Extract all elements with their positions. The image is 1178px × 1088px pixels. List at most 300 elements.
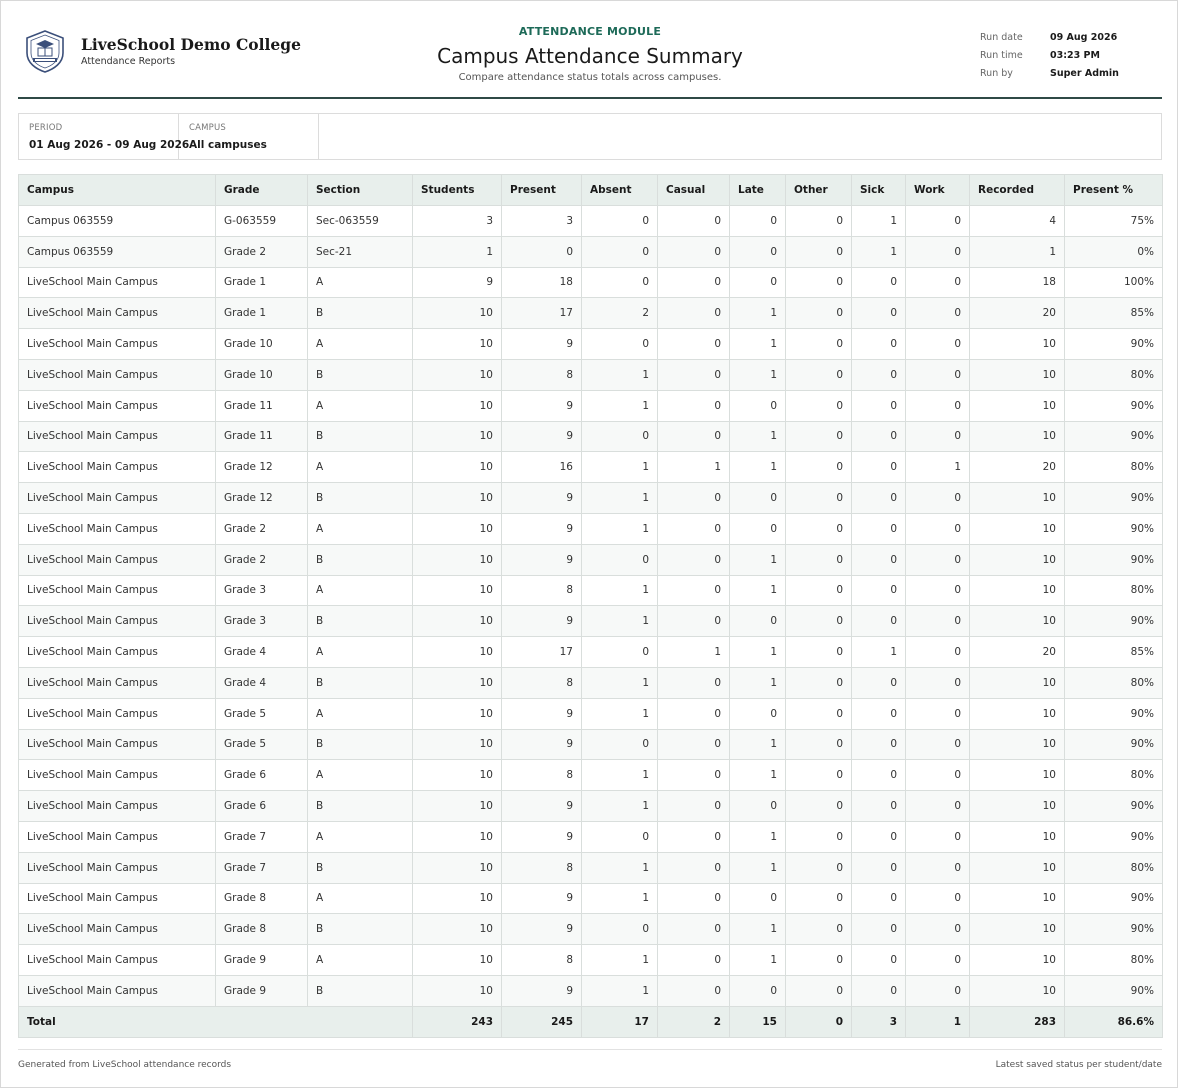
table-cell: LiveSchool Main Campus <box>19 914 216 945</box>
table-cell: 1 <box>906 452 970 483</box>
table-cell: 1 <box>730 914 786 945</box>
table-cell: 0 <box>906 637 970 668</box>
table-cell: Grade 9 <box>216 945 308 976</box>
table-cell: 0 <box>786 483 852 514</box>
table-cell: G-063559 <box>216 206 308 237</box>
table-cell: B <box>308 483 413 514</box>
table-cell: A <box>308 575 413 606</box>
table-row <box>19 544 1163 575</box>
table-cell: 0 <box>852 329 906 360</box>
table-cell: 1 <box>730 544 786 575</box>
table-cell: LiveSchool Main Campus <box>19 329 216 360</box>
table-cell: 0 <box>852 667 906 698</box>
table-cell: 10 <box>413 544 502 575</box>
table-cell: 0 <box>786 606 852 637</box>
table-cell: 0 <box>906 729 970 760</box>
table-cell: 10 <box>413 452 502 483</box>
table-cell: LiveSchool Main Campus <box>19 421 216 452</box>
table-cell: B <box>308 298 413 329</box>
table-cell: 10 <box>413 945 502 976</box>
table-cell: 0 <box>582 267 658 298</box>
table-cell: A <box>308 945 413 976</box>
table-cell: LiveSchool Main Campus <box>19 606 216 637</box>
table-cell: 100% <box>1065 267 1163 298</box>
table-cell: 90% <box>1065 729 1163 760</box>
table-cell: Campus 063559 <box>19 206 216 237</box>
table-cell: 0 <box>730 390 786 421</box>
table-cell: 0 <box>906 760 970 791</box>
table-row <box>19 606 1163 637</box>
table-cell: 0 <box>502 236 582 267</box>
table-cell: 9 <box>502 821 582 852</box>
table-cell: 0 <box>658 575 730 606</box>
table-cell: 10 <box>970 606 1065 637</box>
table-cell: 10 <box>970 945 1065 976</box>
table-cell: 1 <box>730 821 786 852</box>
table-cell: 3 <box>413 206 502 237</box>
table-cell: 10 <box>413 390 502 421</box>
table-cell: 0 <box>786 298 852 329</box>
table-row <box>19 359 1163 390</box>
table-cell: 8 <box>502 852 582 883</box>
table-cell: 10 <box>413 698 502 729</box>
table-row <box>19 698 1163 729</box>
table-row <box>19 513 1163 544</box>
table-cell: 9 <box>502 791 582 822</box>
table-cell: 9 <box>502 483 582 514</box>
table-cell: 0 <box>658 359 730 390</box>
table-cell: 0 <box>786 667 852 698</box>
table-cell: 8 <box>502 359 582 390</box>
table-cell: 0 <box>786 575 852 606</box>
table-cell: Campus 063559 <box>19 236 216 267</box>
table-cell: 9 <box>502 606 582 637</box>
total-cell: 17 <box>582 1006 658 1037</box>
table-cell: 90% <box>1065 606 1163 637</box>
table-cell: Grade 2 <box>216 236 308 267</box>
attendance-table <box>18 174 1163 1038</box>
column-header: Section <box>308 175 413 206</box>
table-cell: 80% <box>1065 945 1163 976</box>
table-cell: 10 <box>970 975 1065 1006</box>
table-cell: 1 <box>582 390 658 421</box>
table-cell: Grade 7 <box>216 821 308 852</box>
table-row <box>19 914 1163 945</box>
table-cell: 0 <box>786 637 852 668</box>
table-cell: 10 <box>970 791 1065 822</box>
column-header: Present <box>502 175 582 206</box>
table-cell: 1 <box>413 236 502 267</box>
table-cell: A <box>308 329 413 360</box>
table-cell: A <box>308 698 413 729</box>
table-row <box>19 329 1163 360</box>
table-cell: 10 <box>413 637 502 668</box>
table-cell: Grade 6 <box>216 760 308 791</box>
table-cell: 0 <box>658 791 730 822</box>
table-cell: LiveSchool Main Campus <box>19 852 216 883</box>
table-cell: 10 <box>413 359 502 390</box>
table-cell: B <box>308 359 413 390</box>
table-cell: LiveSchool Main Campus <box>19 821 216 852</box>
run-time-label: Run time <box>980 49 1023 61</box>
table-cell: 1 <box>582 698 658 729</box>
table-cell: 0 <box>786 390 852 421</box>
column-header: Casual <box>658 175 730 206</box>
table-cell: 0 <box>658 298 730 329</box>
table-cell: A <box>308 760 413 791</box>
table-cell: 0 <box>906 267 970 298</box>
table-row <box>19 452 1163 483</box>
table-cell: 90% <box>1065 544 1163 575</box>
table-cell: 20 <box>970 298 1065 329</box>
table-cell: 0 <box>730 883 786 914</box>
total-cell: 15 <box>730 1006 786 1037</box>
run-by-label: Run by <box>980 67 1013 79</box>
table-cell: 9 <box>502 729 582 760</box>
table-cell: 90% <box>1065 483 1163 514</box>
table-cell: 10 <box>970 698 1065 729</box>
table-cell: 0 <box>786 206 852 237</box>
run-date-label: Run date <box>980 31 1023 43</box>
table-cell: 0 <box>906 513 970 544</box>
table-cell: 1 <box>582 667 658 698</box>
table-row <box>19 791 1163 822</box>
table-cell: Grade 12 <box>216 452 308 483</box>
table-cell: 0 <box>906 945 970 976</box>
table-cell: 1 <box>582 606 658 637</box>
total-cell: 245 <box>502 1006 582 1037</box>
table-cell: B <box>308 791 413 822</box>
table-cell: 0 <box>906 667 970 698</box>
table-cell: 10 <box>413 329 502 360</box>
table-cell: 0 <box>852 390 906 421</box>
total-cell: 0 <box>786 1006 852 1037</box>
table-cell: 0 <box>582 421 658 452</box>
table-cell: 0 <box>658 513 730 544</box>
table-cell: 0 <box>906 975 970 1006</box>
table-cell: 0 <box>906 821 970 852</box>
table-cell: 1 <box>730 945 786 976</box>
table-cell: 0 <box>730 698 786 729</box>
table-cell: 90% <box>1065 421 1163 452</box>
table-cell: 0 <box>658 760 730 791</box>
table-cell: 9 <box>413 267 502 298</box>
table-header-row <box>19 175 1163 206</box>
table-cell: B <box>308 914 413 945</box>
table-cell: 9 <box>502 329 582 360</box>
table-cell: LiveSchool Main Campus <box>19 452 216 483</box>
table-cell: 0 <box>658 852 730 883</box>
table-cell: 1 <box>970 236 1065 267</box>
table-cell: 0 <box>906 421 970 452</box>
table-cell: Grade 10 <box>216 329 308 360</box>
table-cell: LiveSchool Main Campus <box>19 883 216 914</box>
table-cell: Grade 7 <box>216 852 308 883</box>
table-cell: LiveSchool Main Campus <box>19 637 216 668</box>
table-cell: 9 <box>502 390 582 421</box>
table-cell: 0 <box>658 821 730 852</box>
table-cell: 90% <box>1065 329 1163 360</box>
table-cell: 0 <box>786 975 852 1006</box>
table-total-row <box>19 1006 1163 1037</box>
table-cell: 8 <box>502 667 582 698</box>
table-cell: LiveSchool Main Campus <box>19 945 216 976</box>
table-cell: 0 <box>730 206 786 237</box>
run-date-row <box>980 28 1119 46</box>
table-cell: 1 <box>730 452 786 483</box>
run-by-value: Super Admin <box>1050 67 1119 79</box>
table-cell: LiveSchool Main Campus <box>19 513 216 544</box>
table-cell: 0 <box>658 729 730 760</box>
table-cell: 0 <box>906 329 970 360</box>
column-header: Absent <box>582 175 658 206</box>
table-row <box>19 852 1163 883</box>
table-cell: 10 <box>970 329 1065 360</box>
run-time-row <box>980 46 1119 64</box>
table-cell: 1 <box>582 452 658 483</box>
table-cell: 10 <box>413 483 502 514</box>
table-cell: 0 <box>852 452 906 483</box>
table-cell: 0 <box>786 267 852 298</box>
table-cell: 0 <box>730 267 786 298</box>
table-cell: 0 <box>852 544 906 575</box>
total-cell: 1 <box>906 1006 970 1037</box>
table-cell: 10 <box>970 821 1065 852</box>
table-cell: 0 <box>852 760 906 791</box>
table-cell: A <box>308 883 413 914</box>
table-cell: 90% <box>1065 791 1163 822</box>
table-cell: 0 <box>786 760 852 791</box>
table-cell: B <box>308 667 413 698</box>
table-cell: 90% <box>1065 390 1163 421</box>
table-cell: 20 <box>970 637 1065 668</box>
table-cell: 85% <box>1065 637 1163 668</box>
table-cell: 8 <box>502 575 582 606</box>
table-cell: 0 <box>906 852 970 883</box>
page-subtitle: Compare attendance status totals across campuses. <box>458 72 722 83</box>
table-cell: 10 <box>413 760 502 791</box>
run-meta <box>980 28 1119 82</box>
table-cell: 90% <box>1065 914 1163 945</box>
table-cell: 80% <box>1065 852 1163 883</box>
table-cell: 0 <box>852 267 906 298</box>
table-row <box>19 421 1163 452</box>
table-cell: 9 <box>502 975 582 1006</box>
table-cell: LiveSchool Main Campus <box>19 760 216 791</box>
table-cell: 10 <box>413 729 502 760</box>
table-cell: 90% <box>1065 883 1163 914</box>
table-cell: 10 <box>970 359 1065 390</box>
run-by-row <box>980 64 1119 82</box>
table-cell: 0 <box>658 421 730 452</box>
table-cell: 0 <box>730 791 786 822</box>
table-cell: 0 <box>730 606 786 637</box>
table-cell: 0 <box>658 390 730 421</box>
report-header <box>18 1 1162 99</box>
table-cell: 0 <box>906 544 970 575</box>
table-row <box>19 945 1163 976</box>
table-cell: Grade 9 <box>216 975 308 1006</box>
table-cell: Grade 2 <box>216 544 308 575</box>
table-cell: 0 <box>906 791 970 822</box>
table-cell: Grade 8 <box>216 883 308 914</box>
table-cell: 10 <box>413 975 502 1006</box>
table-cell: 3 <box>502 206 582 237</box>
campus-filter <box>179 114 319 159</box>
table-cell: 0 <box>786 544 852 575</box>
table-cell: 10 <box>413 513 502 544</box>
table-cell: 0 <box>658 544 730 575</box>
table-cell: 1 <box>582 483 658 514</box>
table-cell: 0 <box>906 236 970 267</box>
table-cell: 2 <box>582 298 658 329</box>
table-cell: 9 <box>502 914 582 945</box>
table-cell: 80% <box>1065 667 1163 698</box>
table-cell: 0 <box>852 698 906 729</box>
table-row <box>19 236 1163 267</box>
table-cell: 0 <box>906 206 970 237</box>
table-cell: 0 <box>786 821 852 852</box>
table-cell: 1 <box>582 975 658 1006</box>
table-cell: 0 <box>906 606 970 637</box>
table-cell: 1 <box>582 760 658 791</box>
table-cell: 1 <box>730 852 786 883</box>
table-cell: 10 <box>413 667 502 698</box>
table-row <box>19 667 1163 698</box>
table-cell: 0 <box>582 206 658 237</box>
table-cell: 10 <box>413 914 502 945</box>
report-footer <box>18 1049 1162 1070</box>
table-cell: 0 <box>852 421 906 452</box>
table-cell: 10 <box>413 791 502 822</box>
table-cell: 10 <box>970 575 1065 606</box>
table-cell: B <box>308 852 413 883</box>
table-cell: Grade 4 <box>216 637 308 668</box>
table-cell: A <box>308 390 413 421</box>
table-cell: 10 <box>413 821 502 852</box>
table-cell: 0 <box>582 236 658 267</box>
table-cell: 10 <box>413 575 502 606</box>
table-row <box>19 821 1163 852</box>
table-cell: 0 <box>786 329 852 360</box>
table-cell: 0 <box>658 883 730 914</box>
table-cell: 0 <box>906 359 970 390</box>
table-cell: 1 <box>852 206 906 237</box>
table-cell: 17 <box>502 298 582 329</box>
table-cell: Grade 3 <box>216 606 308 637</box>
period-filter <box>19 114 190 159</box>
table-cell: LiveSchool Main Campus <box>19 298 216 329</box>
table-row <box>19 883 1163 914</box>
table-cell: 0 <box>730 483 786 514</box>
table-cell: A <box>308 637 413 668</box>
table-cell: 85% <box>1065 298 1163 329</box>
table-row <box>19 760 1163 791</box>
table-cell: 0 <box>786 359 852 390</box>
table-cell: A <box>308 821 413 852</box>
table-cell: 10 <box>970 914 1065 945</box>
total-cell: 2 <box>658 1006 730 1037</box>
table-cell: 10 <box>970 513 1065 544</box>
table-row <box>19 298 1163 329</box>
table-cell: 8 <box>502 945 582 976</box>
table-cell: 1 <box>730 359 786 390</box>
table-row <box>19 390 1163 421</box>
table-cell: 1 <box>852 236 906 267</box>
table-cell: 0 <box>658 914 730 945</box>
table-cell: 0 <box>658 945 730 976</box>
total-cell: 243 <box>413 1006 502 1037</box>
table-cell: LiveSchool Main Campus <box>19 975 216 1006</box>
table-cell: 90% <box>1065 513 1163 544</box>
table-cell: 0 <box>658 667 730 698</box>
table-cell: LiveSchool Main Campus <box>19 575 216 606</box>
table-cell: Sec-063559 <box>308 206 413 237</box>
table-cell: 4 <box>970 206 1065 237</box>
table-cell: 1 <box>730 421 786 452</box>
table-cell: Grade 5 <box>216 698 308 729</box>
table-cell: 10 <box>413 852 502 883</box>
table-cell: 0 <box>852 298 906 329</box>
page-title: Campus Attendance Summary <box>437 44 743 68</box>
table-cell: 1 <box>730 667 786 698</box>
table-cell: LiveSchool Main Campus <box>19 483 216 514</box>
table-cell: 10 <box>970 852 1065 883</box>
table-cell: B <box>308 544 413 575</box>
table-cell: 0 <box>582 821 658 852</box>
table-cell: 0 <box>730 513 786 544</box>
table-cell: 9 <box>502 421 582 452</box>
period-value: 01 Aug 2026 - 09 Aug 2026 <box>29 139 190 151</box>
run-date-value: 09 Aug 2026 <box>1050 31 1118 43</box>
table-cell: 10 <box>970 421 1065 452</box>
table-cell: 0 <box>582 329 658 360</box>
table-cell: 0 <box>658 698 730 729</box>
table-cell: LiveSchool Main Campus <box>19 729 216 760</box>
table-cell: 0 <box>786 914 852 945</box>
table-cell: 1 <box>582 791 658 822</box>
campus-label: CAMPUS <box>189 123 227 133</box>
table-cell: 0 <box>658 483 730 514</box>
table-cell: 0 <box>786 729 852 760</box>
table-cell: 0 <box>730 236 786 267</box>
table-cell: 0 <box>658 236 730 267</box>
table-cell: 1 <box>658 452 730 483</box>
total-cell: 3 <box>852 1006 906 1037</box>
table-cell: Grade 4 <box>216 667 308 698</box>
table-cell: 0 <box>786 236 852 267</box>
table-cell: 0 <box>786 452 852 483</box>
table-cell: LiveSchool Main Campus <box>19 267 216 298</box>
table-cell: 0 <box>852 945 906 976</box>
column-header: Campus <box>19 175 216 206</box>
table-cell: 17 <box>502 637 582 668</box>
table-cell: 0 <box>852 729 906 760</box>
table-cell: 0 <box>852 575 906 606</box>
table-cell: 1 <box>730 729 786 760</box>
table-cell: 10 <box>970 883 1065 914</box>
table-cell: 0 <box>658 975 730 1006</box>
table-cell: 0 <box>658 606 730 637</box>
table-cell: 1 <box>852 637 906 668</box>
table-cell: 1 <box>658 637 730 668</box>
table-cell: 10 <box>970 729 1065 760</box>
module-label: ATTENDANCE MODULE <box>518 25 662 38</box>
table-cell: Grade 11 <box>216 390 308 421</box>
table-row <box>19 267 1163 298</box>
table-cell: 0 <box>786 883 852 914</box>
table-cell: 1 <box>582 575 658 606</box>
